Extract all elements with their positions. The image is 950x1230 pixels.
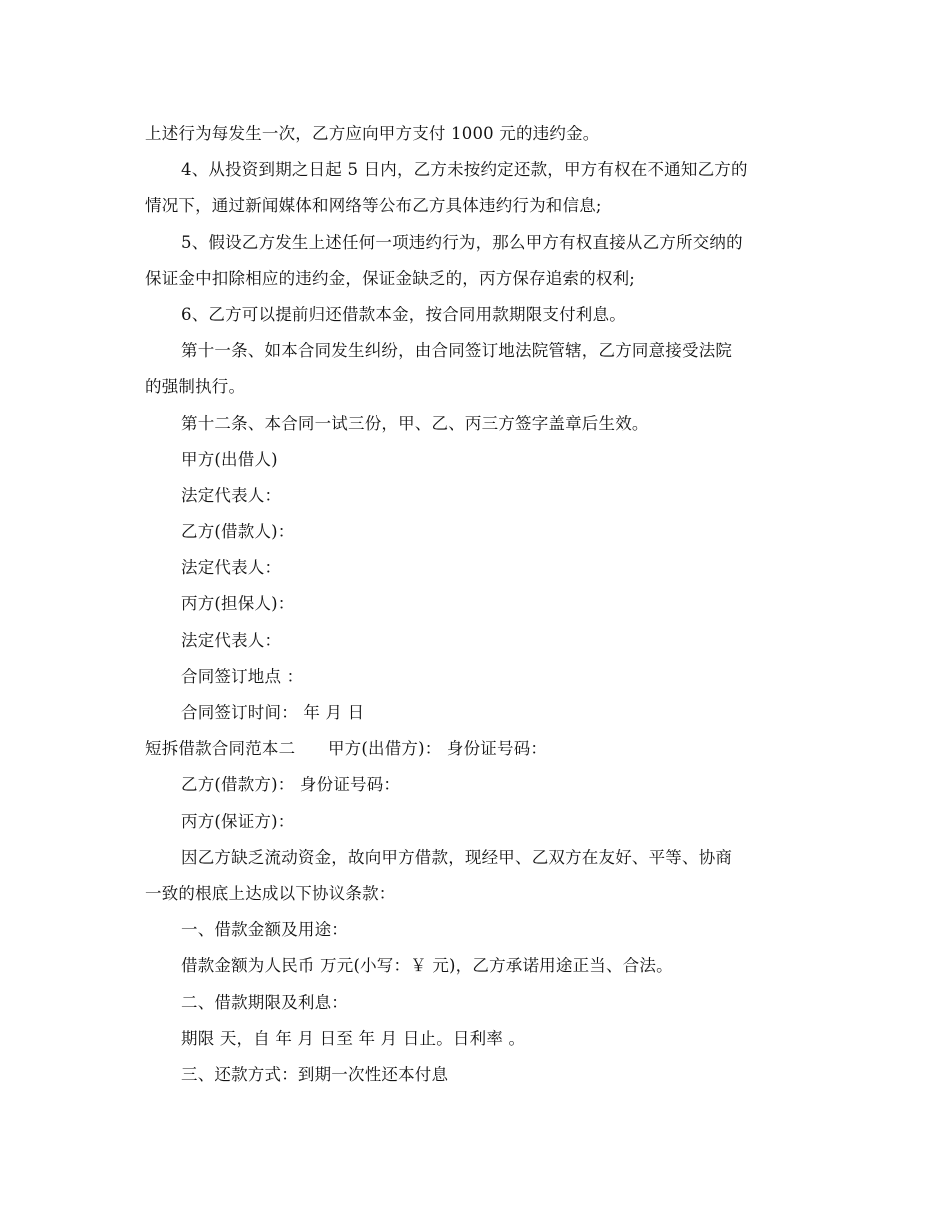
text-line: 情况下，通过新闻媒体和网络等公布乙方具体违约行为和信息; <box>145 196 602 216</box>
text-line: 法定代表人： <box>181 630 282 650</box>
text-line: 乙方(借款方)： 身份证号码： <box>181 775 401 795</box>
document-body <box>145 116 810 1093</box>
text-line: 一致的根底上达成以下协议条款： <box>145 883 396 903</box>
text-line: 丙方(保证方)： <box>181 811 295 831</box>
text-line: 5、假设乙方发生上述任何一项违约行为，那么甲方有权直接从乙方所交纳的 <box>181 232 743 252</box>
text-line: 短拆借款合同范本二 甲方(出借方)： 身份证号码： <box>145 739 548 759</box>
text-line: 6、乙方可以提前归还借款本金，按合同用款期限支付利息。 <box>181 304 626 324</box>
text-line: 保证金中扣除相应的违约金，保证金缺乏的，丙方保存追索的权利; <box>145 268 636 288</box>
text-line: 期限 天，自 年 月 日至 年 月 日止。日利率 。 <box>181 1028 526 1048</box>
text-line: 第十二条、本合同一试三份，甲、乙、丙三方签字盖章后生效。 <box>181 413 649 433</box>
text-line: 合同签订地点 ： <box>181 666 304 686</box>
text-line: 第十一条、如本合同发生纠纷，由合同签订地法院管辖，乙方同意接受法院 <box>181 341 733 361</box>
text-line: 因乙方缺乏流动资金，故向甲方借款，现经甲、乙双方在友好、平等、协商 <box>181 847 733 867</box>
text-line: 4、从投资到期之日起 5 日内，乙方未按约定还款，甲方有权在不通知乙方的 <box>181 160 748 180</box>
text-line: 二、借款期限及利息： <box>181 992 348 1012</box>
text-line: 乙方(借款人)： <box>181 522 295 542</box>
text-line: 法定代表人： <box>181 558 282 578</box>
text-line: 上述行为每发生一次，乙方应向甲方支付 1000 元的违约金。 <box>145 124 600 143</box>
text-line: 法定代表人： <box>181 485 282 505</box>
text-line: 的强制执行。 <box>145 377 246 397</box>
text-line: 甲方(出借人) <box>181 449 278 469</box>
text-line: 借款金额为人民币 万元(小写：￥ 元)，乙方承诺用途正当、合法。 <box>181 956 673 976</box>
text-line: 一、借款金额及用途： <box>181 920 348 940</box>
text-line: 丙方(担保人)： <box>181 594 295 614</box>
text-line: 三、还款方式：到期一次性还本付息 <box>181 1064 449 1084</box>
text-line: 合同签订时间： 年 月 日 <box>181 703 365 722</box>
